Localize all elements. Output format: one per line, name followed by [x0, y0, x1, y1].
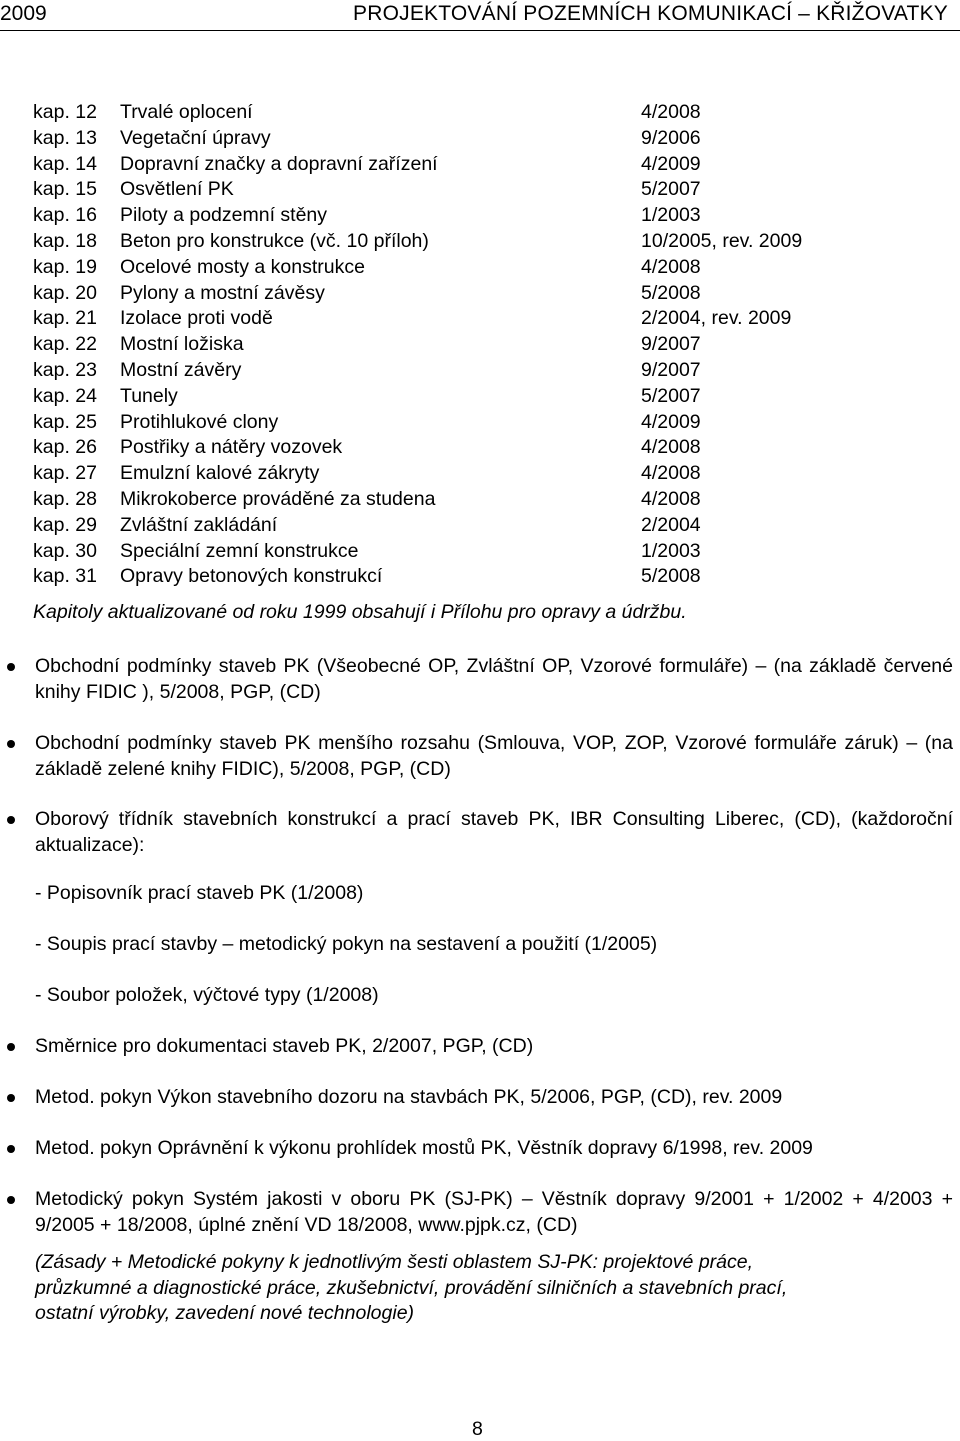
- chapter-row: [33, 332, 933, 358]
- chapter-name: Tunely: [120, 384, 178, 407]
- chapter-name: Mostní závěry: [120, 358, 242, 381]
- chapter-list: [33, 100, 933, 590]
- chapter-name: Protihlukové clony: [120, 410, 279, 433]
- chapter-date: 5/2007: [641, 178, 701, 201]
- sj-pk-note: [35, 1250, 953, 1327]
- chapter-name: Pylony a mostní závěsy: [120, 281, 325, 304]
- chapter-name: Mostní ložiska: [120, 333, 244, 356]
- chapter-date: 9/2007: [641, 333, 701, 356]
- chapter-name: Dopravní značky a dopravní zařízení: [120, 152, 438, 175]
- bullet-icon: [7, 1043, 15, 1051]
- chapter-date: 1/2003: [641, 204, 701, 227]
- chapter-row: [33, 281, 933, 307]
- chapter-row: [33, 126, 933, 152]
- chapter-row: [33, 513, 933, 539]
- bullet-icon: [7, 1145, 15, 1153]
- chapter-number: kap. 14: [33, 152, 97, 175]
- chapter-name: Osvětlení PK: [120, 178, 234, 201]
- chapter-row: [33, 255, 933, 281]
- chapter-name: Piloty a podzemní stěny: [120, 204, 328, 227]
- chapter-name: Speciální zemní konstrukce: [120, 539, 359, 562]
- chapter-row: [33, 410, 933, 436]
- chapter-number: kap. 27: [33, 462, 97, 485]
- chapter-row: [33, 229, 933, 255]
- bullet-text: Směrnice pro dokumentaci staveb PK, 2/2007, PGP, (CD): [35, 1035, 534, 1057]
- chapter-name: Trvalé oplocení: [120, 101, 253, 123]
- chapter-date: 5/2007: [641, 384, 701, 407]
- bullet-icon: [7, 663, 15, 671]
- chapter-date: 4/2008: [641, 255, 701, 278]
- chapter-date: 4/2009: [641, 410, 701, 433]
- header-year: 2009: [0, 2, 47, 25]
- chapter-name: Zvláštní zakládání: [120, 513, 278, 536]
- chapter-number: kap. 20: [33, 281, 97, 304]
- chapter-row: [33, 539, 933, 565]
- chapter-name: Beton pro konstrukce (vč. 10 příloh): [120, 229, 429, 252]
- sub-item: - Popisovník prací staveb PK (1/2008): [35, 882, 364, 904]
- bullet-text: Metod. pokyn Oprávnění k výkonu prohlídek mostů PK, Věstník dopravy 6/1998, rev. 2009: [35, 1137, 813, 1159]
- chapter-date: 4/2009: [641, 152, 701, 175]
- chapter-name: Emulzní kalové zákryty: [120, 462, 320, 485]
- chapter-row: [33, 177, 933, 203]
- chapter-name: Izolace proti vodě: [120, 307, 273, 330]
- chapter-name: Ocelové mosty a konstrukce: [120, 255, 365, 278]
- chapter-row: [33, 100, 933, 126]
- bullet-icon: [7, 1196, 15, 1204]
- chapter-number: kap. 12: [33, 101, 97, 123]
- bullet-text: Metodický pokyn Systém jakosti v oboru PK (SJ-PK) – Věstník dopravy 9/2001 + 1/2002 + 4/2003 + 9/2005 + 18/2008, úplné znění VD 18/2008, www.pjpk.cz, (CD): [35, 1188, 953, 1236]
- chapter-date: 5/2008: [641, 281, 701, 304]
- bullet-text: Metod. pokyn Výkon stavebního dozoru na stavbách PK, 5/2006, PGP, (CD), rev. 2009: [35, 1086, 783, 1108]
- chapter-date: 4/2008: [641, 462, 701, 485]
- chapter-date: 10/2005, rev. 2009: [641, 229, 803, 252]
- bullet-icon: [7, 816, 15, 824]
- chapter-date: 4/2008: [641, 487, 701, 510]
- chapter-number: kap. 28: [33, 487, 97, 510]
- chapter-row: [33, 564, 933, 590]
- chapter-row: [33, 203, 933, 229]
- chapter-date: 4/2008: [641, 101, 701, 123]
- chapter-number: kap. 30: [33, 539, 97, 562]
- chapter-number: kap. 19: [33, 255, 97, 278]
- chapter-number: kap. 22: [33, 333, 97, 356]
- chapter-number: kap. 29: [33, 513, 97, 536]
- chapter-date: 1/2003: [641, 539, 701, 562]
- chapter-number: kap. 25: [33, 410, 97, 433]
- chapter-number: kap. 23: [33, 358, 97, 381]
- chapter-number: kap. 15: [33, 178, 97, 201]
- chapter-name: Vegetační úpravy: [120, 126, 271, 149]
- chapter-number: kap. 18: [33, 229, 97, 252]
- chapter-date: 9/2007: [641, 358, 701, 381]
- chapters-note: Kapitoly aktualizované od roku 1999 obsahují i Přílohu pro opravy a údržbu.: [33, 601, 687, 623]
- chapter-date: 2/2004: [641, 513, 701, 536]
- sub-item: - Soubor položek, výčtové typy (1/2008): [35, 984, 379, 1006]
- chapter-name: Opravy betonových konstrukcí: [120, 565, 383, 588]
- sj-pk-note-line: průzkumné a diagnostické práce, zkušebnictví, provádění silničních a stavebních prací,: [35, 1276, 788, 1299]
- bullet-icon: [7, 740, 15, 748]
- chapter-row: [33, 384, 933, 410]
- page-header: [0, 0, 960, 31]
- bullet-text: Oborový třídník stavebních konstrukcí a prací staveb PK, IBR Consulting Liberec, (CD), (každoroční aktualizace):: [35, 808, 953, 856]
- header-title: PROJEKTOVÁNÍ POZEMNÍCH KOMUNIKACÍ – KŘIŽOVATKY: [353, 2, 948, 25]
- chapter-number: kap. 21: [33, 307, 97, 330]
- chapter-date: 2/2004, rev. 2009: [641, 307, 792, 330]
- chapter-number: kap. 13: [33, 126, 97, 149]
- sj-pk-note-line: (Zásady + Metodické pokyny k jednotlivým šesti oblastem SJ-PK: projektové práce,: [35, 1251, 754, 1273]
- chapter-row: [33, 152, 933, 178]
- chapter-row: [33, 306, 933, 332]
- chapter-row: [33, 461, 933, 487]
- bullet-icon: [7, 1094, 15, 1102]
- page-number: 8: [472, 1418, 483, 1440]
- chapter-number: kap. 24: [33, 384, 97, 407]
- chapter-name: Postřiky a nátěry vozovek: [120, 436, 343, 459]
- chapter-row: [33, 435, 933, 461]
- chapter-date: 9/2006: [641, 126, 701, 149]
- sub-item: - Soupis prací stavby – metodický pokyn na sestavení a použití (1/2005): [35, 933, 658, 955]
- chapter-number: kap. 16: [33, 204, 97, 227]
- chapter-date: 4/2008: [641, 436, 701, 459]
- chapter-row: [33, 358, 933, 384]
- chapter-name: Mikrokoberce prováděné za studena: [120, 487, 436, 510]
- chapter-row: [33, 487, 933, 513]
- bullet-text: Obchodní podmínky staveb PK menšího rozsahu (Smlouva, VOP, ZOP, Vzorové formuláře záruk) – (na základě zelené knihy FIDIC), 5/2008, PGP, (CD): [35, 732, 953, 780]
- chapter-number: kap. 31: [33, 565, 97, 588]
- sj-pk-note-line: ostatní výrobky, zavedení nové technologie): [35, 1302, 415, 1324]
- chapter-number: kap. 26: [33, 436, 97, 459]
- chapter-date: 5/2008: [641, 565, 701, 588]
- bullet-text: Obchodní podmínky staveb PK (Všeobecné OP, Zvláštní OP, Vzorové formuláře) – (na základě červené knihy FIDIC ), 5/2008, PGP, (CD): [35, 655, 953, 703]
